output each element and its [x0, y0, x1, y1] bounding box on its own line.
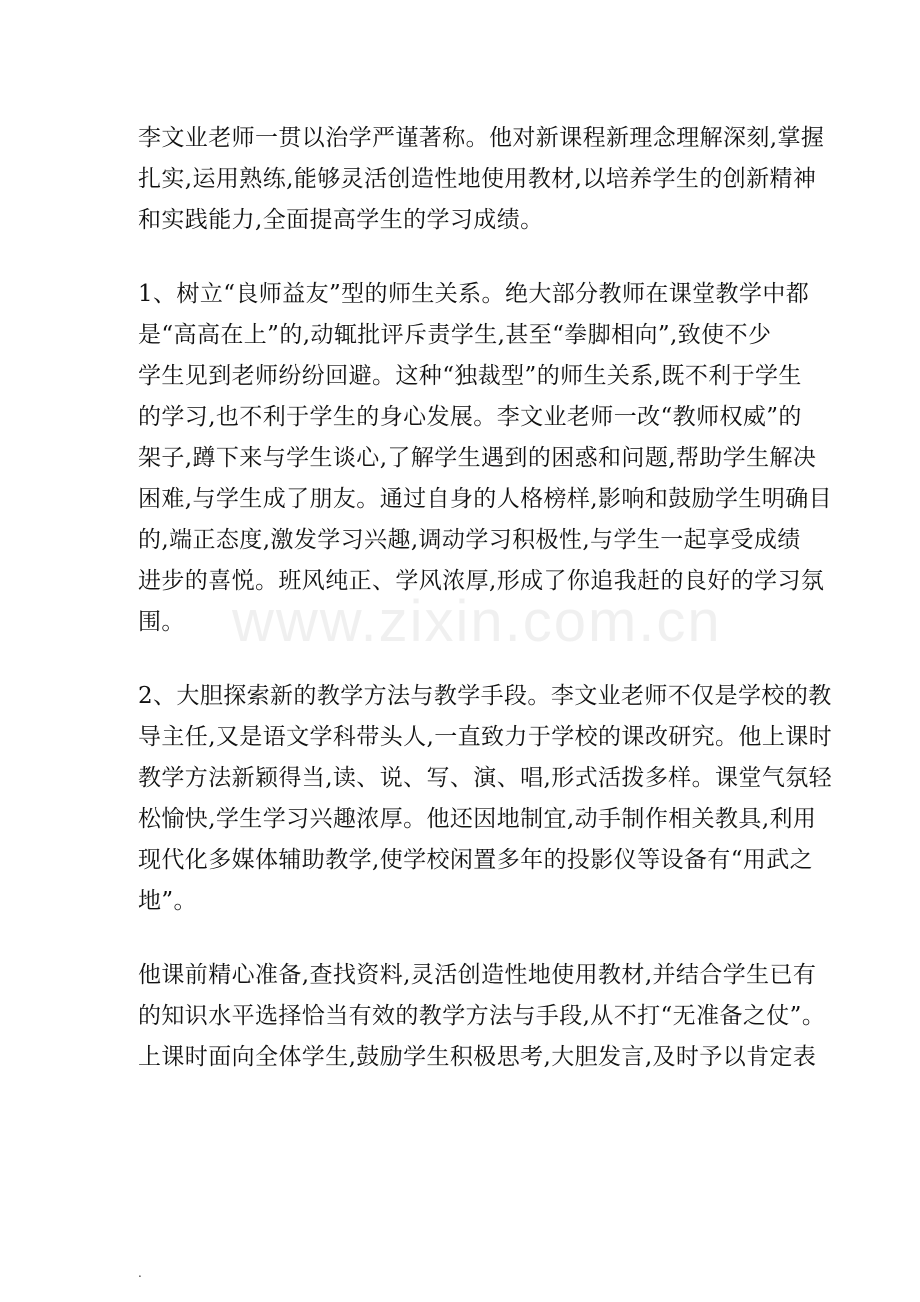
footer-mark: . — [138, 1266, 142, 1280]
text-line: 的,端正态度,激发学习兴趣,调动学习积极性,与学生一起享受成绩 — [138, 527, 801, 553]
text-line: 地”。 — [138, 888, 197, 914]
paragraph-teaching-methods — [138, 676, 833, 922]
text-line: 松愉快,学生学习兴趣浓厚。他还因地制宜,动手制作相关教具,利用 — [138, 806, 817, 832]
text-line: 扎实,运用熟练,能够灵活创造性地使用教材,以培养学生的创新精神 — [138, 166, 817, 192]
text-line: 2、大胆探索新的教学方法与教学手段。李文业老师不仅是学校的教 — [138, 683, 832, 709]
document-body — [138, 118, 833, 1078]
text-line: 李文业老师一贯以治学严谨著称。他对新课程新理念理解深刻,掌握 — [138, 125, 825, 151]
paragraph-lesson-preparation — [138, 955, 826, 1078]
text-line: 教学方法新颖得当,读、说、写、演、唱,形式活拨多样。课堂气氛轻 — [138, 765, 833, 791]
text-line: 困难,与学生成了朋友。通过自身的人格榜样,影响和鼓励学生明确目 — [138, 486, 833, 512]
text-line: 上课时面向全体学生,鼓励学生积极思考,大胆发言,及时予以肯定表 — [138, 1044, 817, 1070]
paragraph-intro — [138, 118, 825, 241]
text-line: 1、树立“良师益友”型的师生关系。绝大部分教师在课堂教学中都 — [138, 281, 810, 307]
text-line: 围。 — [138, 609, 185, 635]
paragraph-teacher-student-relationship — [138, 274, 833, 643]
text-line: 进步的喜悦。班风纯正、学风浓厚,形成了你追我赶的良好的学习氛 — [138, 568, 825, 594]
text-line: 现代化多媒体辅助教学,使学校闲置多年的投影仪等设备有“用武之 — [138, 847, 814, 873]
watermark: www.zixin.com.cn — [232, 589, 722, 654]
text-line: 架子,蹲下来与学生谈心,了解学生遇到的困惑和问题,帮助学生解决 — [138, 445, 817, 471]
text-line: 的知识水平选择恰当有效的教学方法与手段,从不打“无准备之仗”。 — [138, 1003, 826, 1029]
text-line: 的学习,也不利于学生的身心发展。李文业老师一改“教师权威”的 — [138, 404, 802, 430]
text-line: 和实践能力,全面提高学生的学习成绩。 — [138, 207, 544, 233]
text-line: 他课前精心准备,查找资料,灵活创造性地使用教材,并结合学生已有 — [138, 962, 817, 988]
text-line: 学生见到老师纷纷回避。这种“独裁型”的师生关系,既不利于学生 — [138, 363, 802, 389]
text-line: 是“高高在上”的,动辄批评斥责学生,甚至“拳脚相向”,致使不少 — [138, 322, 772, 348]
text-line: 导主任,又是语文学科带头人,一直致力于学校的课改研究。他上课时 — [138, 724, 833, 750]
